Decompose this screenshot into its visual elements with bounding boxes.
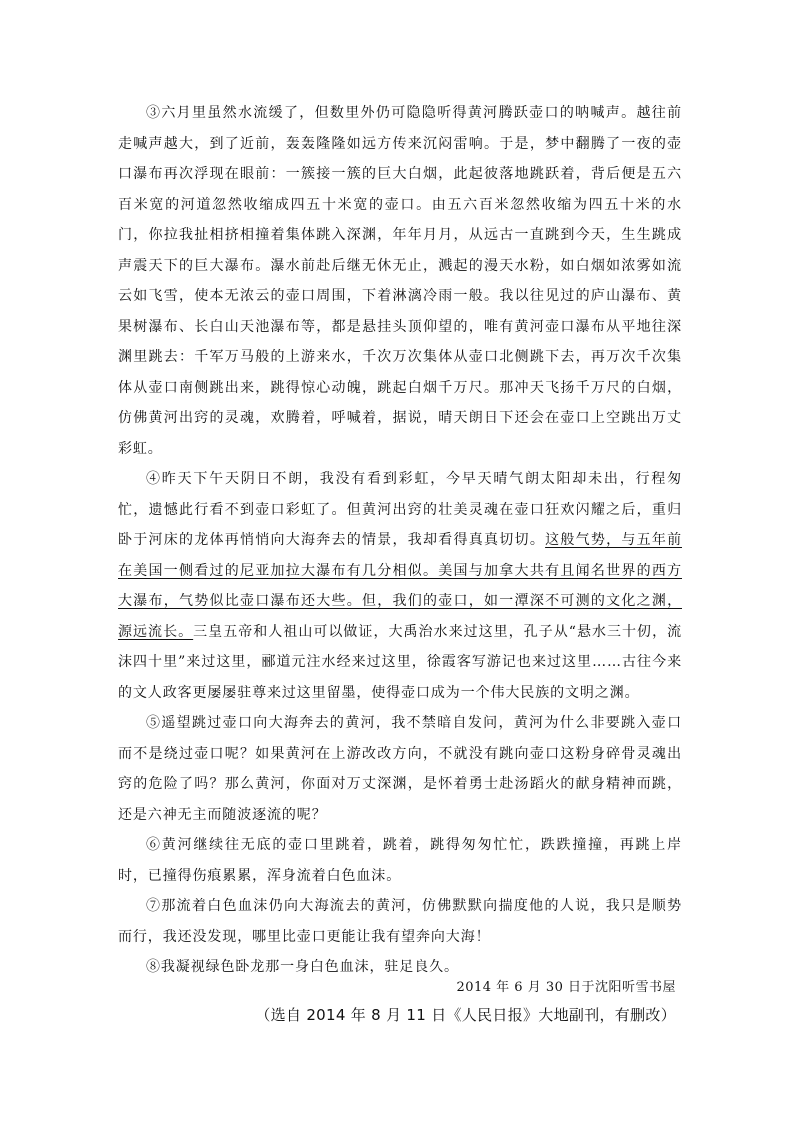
paragraph-4 bbox=[118, 464, 682, 708]
paragraph-6: ⑥黄河继续往无底的壶口里跳着，跳着，跳得匆匆忙忙，跌跌撞撞，再跳上岸时，已撞得伤痕累累，浑身流着白色血沫。 bbox=[118, 837, 682, 884]
paragraph-4-text: ④昨天下午天阴日不朗，我没有看到彩虹，今早天晴气朗太阳却未出，行程匆忙，遗憾此行看不到壶口彩虹了。但黄河出窍的壮美灵魂在壶口狂欢闪耀之后，重归卧于河床的龙体再悄悄向大海奔去的情景，我却看得真真切切。 bbox=[118, 471, 682, 548]
source-citation: （选自 2014 年 8 月 11 日《人民日报》大地副刊，有删改） bbox=[255, 1006, 676, 1024]
paragraph-4-continuation: 三皇五帝和人祖山可以做证，大禹治水来过这里，孔子从“悬水三十仞，流沫四十里”来过这里，郦道元注水经来过这里，徐霞客写游记也来过这里……古往今来的文人政客更屡屡驻尊来过这里留墨，使得壶口成为一个伟大民族的文明之渊。 bbox=[118, 623, 683, 701]
underlined-passage: 这般气势，与五年前在美国一侧看过的尼亚加拉大瀑布有几分相似。美国与加拿大共有且闻名世界的西方大瀑布，气势似比壶口瀑布还大些。但，我们的壶口，如一潭深不可测的文化之渊，源远流长。 bbox=[118, 532, 682, 640]
date-signature: 2014 年 6 月 30 日于沈阳听雪书屋 bbox=[456, 980, 676, 995]
paragraph-7: ⑦那流着白色血沫仍向大海流去的黄河，仿佛默默向揣度他的人说，我只是顺势而行，我还没发现，哪里比壶口更能让我有望奔向大海！ bbox=[118, 898, 682, 945]
paragraph-8: ⑧我凝视绿色卧龙那一身白色血沫，驻足良久。 bbox=[146, 959, 459, 975]
paragraph-5: ⑤遥望跳过壶口向大海奔去的黄河，我不禁暗自发问，黄河为什么非要跳入壶口而不是绕过壶口呢？如果黄河在上游改改方向，不就没有跳向壶口这粉身碎骨灵魂出窍的危险了吗？那么黄河，你面对万丈深渊，是怀着勇士赴汤蹈火的献身精神而跳，还是六神无主而随波逐流的呢？ bbox=[118, 715, 682, 823]
paragraph-3: ③六月里虽然水流缓了，但数里外仍可隐隐听得黄河腾跃壶口的呐喊声。越往前走喊声越大，到了近前，轰轰隆隆如远方传来沉闷雷响。于是，梦中翻腾了一夜的壶口瀑布再次浮现在眼前：一簇接一簇的巨大白烟，此起彼落地跳跃着，背后便是五六百米宽的河道忽然收缩成四五十米宽的壶口。由五六百米忽然收缩为四五十米的水门，你拉我扯相挤相撞着集体跳入深渊，年年月月，从远古一直跳到今天，生生跳成声震天下的巨大瀑布。瀑水前赴后继无休无止，溅起的漫天水粉，如白烟如浓雾如流云如飞雪，使本无浓云的壶口周围，下着淋漓冷雨一般。我以往见过的庐山瀑布、黄果树瀑布、长白山天池瀑布等，都是悬挂头顶仰望的，唯有黄河壶口瀑布从平地往深渊里跳去：千军万马般的上游来水，千次万次集体从壶口北侧跳下去，再万次千次集体从壶口南侧跳出来，跳得惊心动魄，跳起白烟千万尺。那冲天飞扬千万尺的白烟，仿佛黄河出窍的灵魂，欢腾着，呼喊着，据说，晴天朗日下还会在壶口上空跳出万丈彩虹。 bbox=[118, 105, 682, 457]
article-body bbox=[118, 98, 682, 983]
